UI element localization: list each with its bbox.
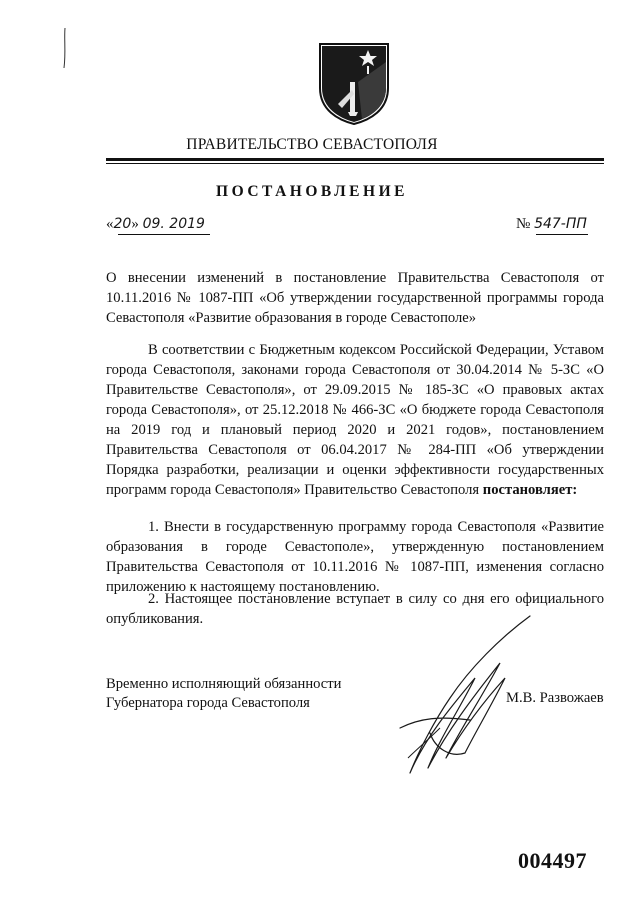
document-type: ПОСТАНОВЛЕНИЕ bbox=[216, 183, 408, 200]
signatory-position-line-2: Губернатора города Севастополя bbox=[106, 695, 310, 711]
date-day: 20 bbox=[113, 216, 132, 232]
signatory-position bbox=[106, 675, 341, 713]
signatory-name: М.В. Развожаев bbox=[506, 690, 604, 706]
signatory-position-line-1: Временно исполняющий обязанности bbox=[106, 676, 342, 692]
government-title: ПРАВИТЕЛЬСТВО СЕВАСТОПОЛЯ bbox=[186, 136, 438, 153]
number-value: 547-ПП bbox=[534, 216, 587, 232]
margin-pen-mark bbox=[62, 26, 68, 70]
preamble-text: В соответствии с Бюджетным кодексом Российской Федерации, Уставом города Севастополя, законами города Севастополя от 30.04.2014 № 5-ЗС «О Правительстве Севастополя», от 29.09.2015 № 185-ЗС «О правовых актах города Севастополя», от 25.12.2018 № 466-ЗС «О бюджете города Севастополя на 2019 год и плановый период 2020 и 2021 годов», постановлением Правительства Севастополя от 06.04.2017 № 284-ПП «Об утверждении Порядка разработки, реализации и оценки эффективности государственных программ города Севастополя» Правительство Севастополя bbox=[106, 342, 604, 498]
header-rule-thin bbox=[106, 163, 604, 164]
document-subject: О внесении изменений в постановление Правительства Севастополя от 10.11.2016 № 1087-ПП «Об утверждении государственной программы города Севастополя «Развитие образования в городе Севастополе» bbox=[106, 270, 604, 326]
date-open-quote: « bbox=[106, 216, 114, 232]
document-number bbox=[516, 216, 587, 233]
sevastopol-emblem-icon bbox=[318, 42, 390, 126]
document-date bbox=[106, 216, 205, 233]
date-month-year: 09. 2019 bbox=[142, 216, 205, 232]
decree-item-2: 2. Настоящее постановление вступает в силу со дня его официального опубликования. bbox=[106, 591, 604, 627]
date-underline bbox=[118, 234, 210, 235]
decree-word: постановляет: bbox=[482, 482, 578, 498]
date-close-quote: » bbox=[131, 216, 143, 232]
decree-item-1: 1. Внести в государственную программу города Севастополя «Развитие образования в городе Севастополе», утвержденную постановлением Правительства Севастополя от 10.11.2016 № 1087-ПП, изменения согласно приложению к настоящему постановлению. bbox=[106, 519, 604, 595]
document-preamble bbox=[106, 340, 604, 500]
registration-number: 004497 bbox=[518, 848, 587, 873]
number-underline bbox=[536, 234, 588, 235]
number-sign: № bbox=[516, 216, 535, 232]
header-rule-thick bbox=[106, 158, 604, 161]
